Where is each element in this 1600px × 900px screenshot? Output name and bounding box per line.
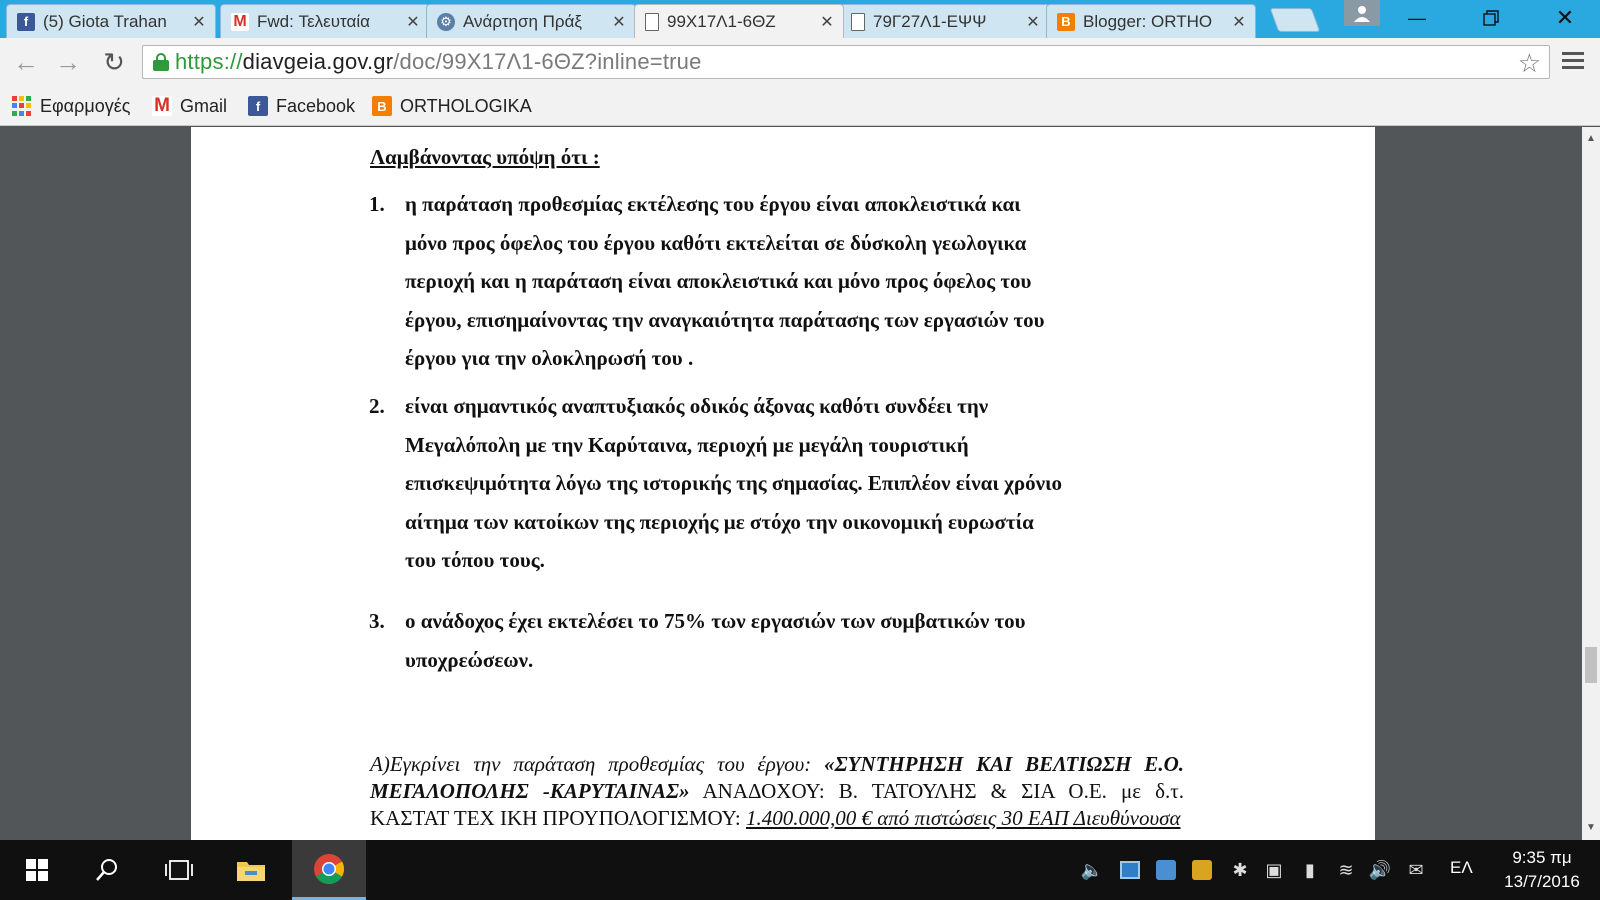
forward-button[interactable]: [52, 46, 84, 78]
restore-icon: [1483, 10, 1499, 26]
bookmark-label: Εφαρμογές: [40, 95, 131, 116]
facebook-icon: f: [248, 96, 268, 116]
reload-button[interactable]: [98, 46, 130, 78]
tab-blogger[interactable]: [1046, 4, 1256, 38]
list-item-line: έργου, επισημαίνοντας την αναγκαιότητα παράτασης των εργασιών του: [405, 307, 1045, 332]
search-icon: [95, 858, 119, 882]
list-item-line: έργου για την ολοκληρωσή του .: [405, 346, 694, 370]
pdf-viewer[interactable]: [0, 127, 1582, 840]
blogger-icon: B: [372, 96, 392, 116]
bookmark-label: ORTHOLOGIKA: [400, 95, 532, 116]
url-text: [175, 49, 702, 75]
chrome-taskbar-button[interactable]: [292, 840, 366, 900]
list-item: [369, 185, 1165, 378]
system-clock[interactable]: [1494, 846, 1590, 894]
gmail-icon: M: [231, 13, 249, 31]
contractor-text: ΑΝΑΔΟΧΟΥ: Β. ΤΑΤΟΥΛΗΣ & ΣΙΑ Ο.Ε. με δ.τ. ΚΑΣΤΑΤ ΤΕΧ ΙΚΗ ΠΡΟΥΠΟΛΟΓΙΣΜΟΥ:: [370, 779, 1184, 830]
forward-arrow-icon: →: [55, 46, 81, 77]
close-window-button[interactable]: [1540, 0, 1590, 36]
close-tab-icon[interactable]: ✕: [1026, 13, 1040, 31]
tab-title: Blogger: ORTHO: [1083, 11, 1213, 31]
clock-time: 9:35 πμ: [1512, 848, 1572, 867]
list-item-number: 1.: [369, 192, 385, 216]
scrollbar-thumb[interactable]: [1585, 647, 1597, 683]
back-arrow-icon: ←: [13, 46, 39, 77]
monitor-icon[interactable]: ▣: [1265, 859, 1283, 880]
windows-taskbar: [0, 840, 1600, 900]
address-bar[interactable]: [142, 45, 1550, 79]
list-item-number: 3.: [369, 609, 385, 633]
bluetooth-icon[interactable]: ✱: [1232, 859, 1248, 880]
scroll-up-icon[interactable]: ▲: [1586, 132, 1596, 144]
page-icon: [851, 13, 865, 31]
list-item-line: αίτημα των κατοίκων της περιοχής με στόχο την οικονομική ευρωστία: [405, 509, 1034, 534]
site-icon: ⚙: [437, 13, 455, 31]
list-item-number: 2.: [369, 394, 385, 418]
tab-document-2[interactable]: [840, 4, 1050, 38]
lock-icon: [153, 53, 169, 71]
close-tab-icon[interactable]: ✕: [820, 13, 834, 31]
user-profile-button[interactable]: [1344, 0, 1380, 26]
scroll-down-icon[interactable]: ▼: [1586, 821, 1596, 833]
bookmark-label: Facebook: [276, 95, 356, 116]
tab-title: Ανάρτηση Πράξ: [463, 11, 583, 31]
list-item: [369, 602, 1165, 679]
tab-facebook[interactable]: [6, 4, 216, 38]
new-tab-button[interactable]: [1270, 8, 1321, 32]
bookmark-apps[interactable]: [12, 93, 130, 119]
battery-icon[interactable]: ▮: [1305, 859, 1315, 880]
file-explorer-button[interactable]: [218, 840, 284, 900]
tab-active-document[interactable]: [634, 4, 844, 38]
list-item-line: του τόπου τους.: [405, 548, 545, 572]
bookmark-gmail[interactable]: [152, 93, 227, 119]
network-app-icon[interactable]: [1118, 858, 1142, 882]
url-host: diavgeia.gov.gr: [242, 49, 394, 74]
vertical-scrollbar[interactable]: [1582, 127, 1600, 840]
windows-logo-icon: [26, 859, 48, 881]
restore-button[interactable]: [1466, 0, 1516, 36]
minimize-icon: —: [1408, 7, 1426, 28]
browser-toolbar: [0, 38, 1600, 86]
blogger-icon: B: [1057, 13, 1075, 31]
page-icon: [645, 13, 659, 31]
bookmark-facebook[interactable]: [248, 93, 355, 119]
chrome-icon: [313, 853, 345, 885]
folder-icon: [236, 858, 266, 882]
bookmarks-bar: [0, 86, 1600, 126]
list-item-line: Μεγαλόπολη με την Καρύταινα, περιοχή με μεγάλη τουριστική: [405, 432, 969, 457]
document-heading: Λαμβάνοντας υπόψη ότι :: [370, 145, 600, 169]
close-icon: ✕: [1555, 5, 1575, 30]
facebook-icon: f: [17, 13, 35, 31]
notifications-icon[interactable]: ✉: [1408, 859, 1424, 880]
document-page: [191, 127, 1375, 840]
url-path: /doc/99Χ17Λ1-6ΘΖ?inline=true: [393, 49, 702, 74]
decision-intro: Α)Εγκρίνει την παράταση προθεσμίας του έργου:: [370, 752, 825, 776]
clock-date: 13/7/2016: [1504, 872, 1580, 891]
decision-paragraph: [370, 751, 1184, 832]
start-button[interactable]: [4, 840, 70, 900]
tab-gmail[interactable]: [220, 4, 430, 38]
list-item-line: είναι σημαντικός αναπτυξιακός οδικός άξονας καθότι συνδέει την: [405, 394, 989, 418]
tab-title: 79Γ27Λ1-ΕΨΨ: [873, 11, 987, 31]
close-tab-icon[interactable]: ✕: [406, 13, 420, 31]
list-item-line: ο ανάδοχος έχει εκτελέσει το 75% των εργασιών των συμβατικών του: [405, 609, 1026, 633]
list-item-line: περιοχή και η παράταση είναι αποκλειστικά και μόνο προς όφελος του: [405, 269, 1032, 293]
gmail-icon: M: [152, 96, 172, 116]
settings-app-icon[interactable]: [1154, 858, 1178, 882]
list-item-line: υποχρεώσεων.: [405, 647, 534, 672]
bookmark-star-icon[interactable]: ☆: [1517, 48, 1541, 78]
project-title: «ΣΥΝΤΗΡΗΣΗ ΚΑΙ ΒΕΛΤΙΩΣΗ Ε.Ο. ΜΕΓΑΛΟΠΟΛΗΣ -ΚΑΡΥΤΑΙΝΑΣ»: [370, 752, 1184, 803]
user-icon: [1353, 4, 1371, 22]
tab-title: 99Χ17Λ1-6ΘΖ: [667, 11, 776, 31]
warning-app-icon[interactable]: [1190, 858, 1214, 882]
tab-title: (5) Giota Trahan: [43, 11, 167, 31]
list-item-line: μόνο προς όφελος του έργου καθότι εκτελείται σε δύσκολη γεωλογικα: [405, 230, 1027, 255]
minimize-button[interactable]: [1392, 0, 1442, 36]
url-scheme: https://: [175, 49, 243, 74]
tab-title: Fwd: Τελευταία: [257, 11, 370, 31]
list-item-line: επισκεψιμότητα λόγω της ιστορικής της σημασίας. Επιπλέον είναι χρόνιο: [405, 471, 1062, 495]
close-tab-icon[interactable]: ✕: [612, 13, 626, 31]
bookmark-orthologika[interactable]: [372, 93, 532, 119]
volume-icon[interactable]: 🔊: [1368, 859, 1392, 880]
volume-alert-icon[interactable]: 🔈: [1080, 859, 1104, 880]
list-item-line: η παράταση προθεσμίας εκτέλεσης του έργου είναι αποκλειστικά και: [405, 192, 1021, 216]
chrome-menu-icon[interactable]: [1562, 52, 1584, 73]
tab-anartisi[interactable]: [426, 4, 636, 38]
close-tab-icon[interactable]: ✕: [1232, 13, 1246, 31]
task-view-icon: [165, 859, 193, 881]
list-item: [369, 387, 1165, 580]
search-button[interactable]: [74, 840, 140, 900]
input-language[interactable]: ΕΛ: [1450, 858, 1473, 877]
reload-icon: ↻: [103, 46, 125, 77]
apps-icon: [12, 96, 32, 116]
task-view-button[interactable]: [146, 840, 212, 900]
bookmark-label: Gmail: [180, 95, 228, 116]
budget-text: 1.400.000,00 € από πιστώσεις 30 ΕΑΠ Διευθύνουσα: [746, 806, 1181, 830]
tab-strip: [0, 0, 1600, 38]
close-tab-icon[interactable]: ✕: [192, 13, 206, 31]
back-button[interactable]: [10, 46, 42, 78]
wifi-icon[interactable]: ≋: [1338, 859, 1354, 880]
